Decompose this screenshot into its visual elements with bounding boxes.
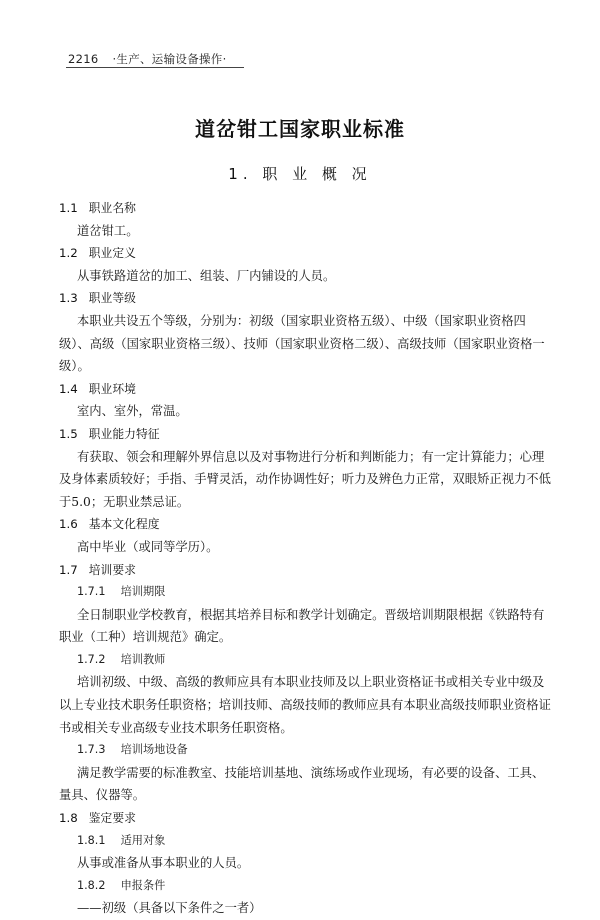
paragraph: 室内、室外，常温。 — [77, 404, 188, 419]
item-label: 鉴定要求 — [88, 811, 136, 826]
paragraph-line: 以上专业技术职务任职资格；培训技师、高级技师的教师应具有本职业高级技师职业资格证 — [59, 698, 551, 713]
paragraph-line: 级）。 — [59, 359, 90, 374]
item-label: 职业能力特征 — [88, 426, 160, 441]
paragraph-line: 量具、仪器等。 — [59, 788, 146, 803]
paragraph: ——初级（具备以下条件之一者） — [77, 901, 262, 916]
item-heading-1-3 — [59, 287, 547, 310]
paragraph: 高中毕业（或同等学历）。 — [77, 539, 219, 554]
header-rule — [66, 67, 244, 68]
subitem-number: 1.8.1 — [77, 833, 106, 847]
item-label: 基本文化程度 — [88, 517, 160, 532]
subitem-heading-1-7-2 — [59, 649, 547, 672]
subitem-label: 申报条件 — [120, 878, 166, 892]
item-number: 1.2 — [59, 246, 78, 261]
item-heading-1-4 — [59, 378, 547, 401]
subitem-label: 培训期限 — [120, 585, 166, 599]
running-title: ·生产、运输设备操作· — [112, 52, 227, 66]
item-heading-1-6 — [59, 513, 547, 536]
item-number: 1.1 — [59, 201, 78, 215]
item-number: 1.8 — [59, 811, 78, 826]
item-number: 1.4 — [59, 381, 78, 396]
subitem-label: 培训场地设备 — [120, 743, 188, 757]
item-number: 1.3 — [59, 291, 78, 306]
item-number: 1.5 — [59, 426, 78, 441]
running-header — [68, 51, 227, 67]
subitem-number: 1.7.1 — [77, 585, 106, 599]
subitem-label: 适用对象 — [120, 833, 166, 847]
subitem-number: 1.7.3 — [77, 743, 106, 757]
paragraph-line: 培训初级、中级、高级的教师应具有本职业技师及以上职业资格证书或相关专业中级及 — [77, 675, 545, 690]
item-label: 职业定义 — [88, 246, 136, 261]
section-title: 1. 职 业 概 况 — [228, 165, 372, 183]
paragraph-line: 于5.0；无职业禁忌证。 — [59, 494, 190, 509]
paragraph: 从事铁路道岔的加工、组装、厂内铺设的人员。 — [77, 268, 336, 283]
paragraph-line: 满足教学需要的标准教室、技能培训基地、演练场或作业现场，有必要的设备、工具、 — [77, 765, 545, 780]
item-heading-1-1 — [59, 197, 547, 220]
item-label: 培训要求 — [88, 562, 136, 577]
item-label: 职业名称 — [88, 201, 136, 215]
paragraph-line: 职业（工种）培训规范》确定。 — [59, 630, 232, 645]
item-label: 职业环境 — [88, 381, 136, 396]
document-title: 道岔钳工国家职业标准 — [195, 117, 405, 141]
subitem-label: 培训教师 — [120, 652, 166, 666]
item-number: 1.7 — [59, 562, 78, 577]
item-heading-1-8 — [59, 807, 547, 830]
paragraph-line: 全日制职业学校教育，根据其培养目标和教学计划确定。晋级培训期限根据《铁路特有 — [77, 607, 545, 622]
subitem-heading-1-8-2 — [59, 875, 547, 898]
item-heading-1-2 — [59, 242, 547, 265]
paragraph-line: 级）、高级（国家职业资格三级）、技师（国家职业资格二级）、高级技师（国家职业资格一 — [59, 336, 545, 351]
item-heading-1-7 — [59, 559, 547, 582]
paragraph: 道岔钳工。 — [77, 223, 139, 238]
subitem-number: 1.8.2 — [77, 878, 106, 892]
document-body — [59, 197, 551, 920]
subitem-number: 1.7.2 — [77, 652, 106, 666]
paragraph-line: 书或相关专业高级专业技术职务任职资格。 — [59, 720, 293, 735]
paragraph-line: 本职业共设五个等级，分别为：初级（国家职业资格五级）、中级（国家职业资格四 — [77, 313, 526, 328]
paragraph-line: 及身体素质较好；手指、手臂灵活，动作协调性好；听力及辨色力正常，双眼矫正视力不低 — [59, 472, 551, 487]
paragraph-line: 有获取、领会和理解外界信息以及对事物进行分析和判断能力；有一定计算能力；心理 — [77, 449, 545, 464]
item-label: 职业等级 — [88, 291, 136, 306]
item-number: 1.6 — [59, 517, 78, 532]
subitem-heading-1-7-1 — [59, 581, 547, 604]
subitem-heading-1-8-1 — [59, 830, 547, 853]
item-heading-1-5 — [59, 423, 547, 446]
page-number: 2216 — [68, 52, 99, 66]
paragraph: 从事或准备从事本职业的人员。 — [77, 856, 250, 871]
subitem-heading-1-7-3 — [59, 739, 547, 762]
